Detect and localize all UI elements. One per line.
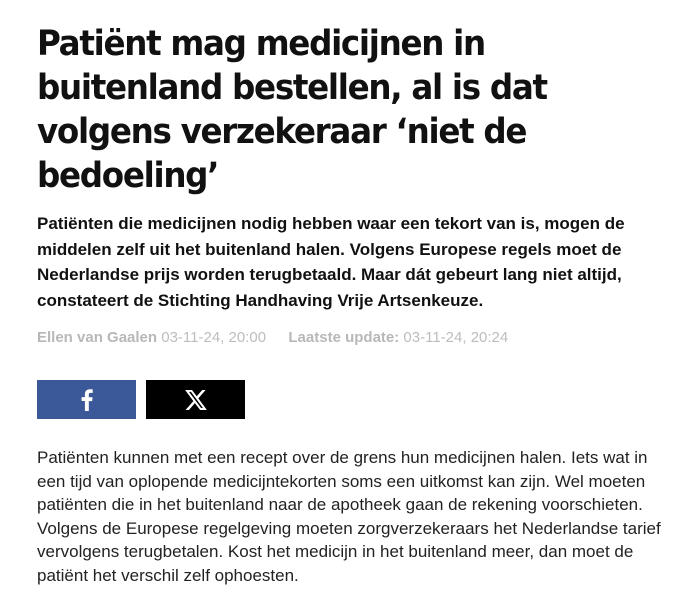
x-icon (185, 390, 207, 410)
article (37, 0, 667, 585)
facebook-icon (81, 389, 93, 411)
share-x-button[interactable] (146, 380, 245, 419)
share-facebook-button[interactable] (37, 380, 136, 419)
author-name[interactable]: Ellen van Gaalen (37, 329, 158, 346)
article-headline: Patiënt mag medicijnen in buitenland bestellen, al is dat volgens verzekeraar ‘niet de bedoeling’ (37, 24, 547, 196)
update-label: Laatste update: (288, 329, 400, 346)
update-date: 03-11-24, 20:24 (403, 329, 509, 346)
article-lead: Patiënten die medicijnen nodig hebben waar een tekort van is, mogen de middelen zelf uit het buitenland halen. Volgens Europese regels moet de Nederlandse prijs worden terugbetaald. Maar dát gebeurt lang niet altijd, constateert de Stichting Handhaving Vrije Artsenkeuze. (37, 214, 625, 310)
article-body: Patiënten kunnen met een recept over de grens hun medicijnen halen. Iets wat in een tijd van oplopende medicijntekorten soms een uitkomst kan zijn. Wel moeten patiënten die in het buitenland naar de apotheek gaan de rekening voorschieten. Volgens de Europese regelgeving moeten zorgverzekeraars het Nederlandse tarief vervolgens terugbetalen. Kost het medicijn in het buitenland meer, dan moet de patiënt het verschil zelf ophoesten. (37, 448, 661, 585)
article-meta (37, 328, 508, 348)
publish-date: 03-11-24, 20:00 (161, 329, 267, 346)
share-bar (37, 380, 245, 419)
